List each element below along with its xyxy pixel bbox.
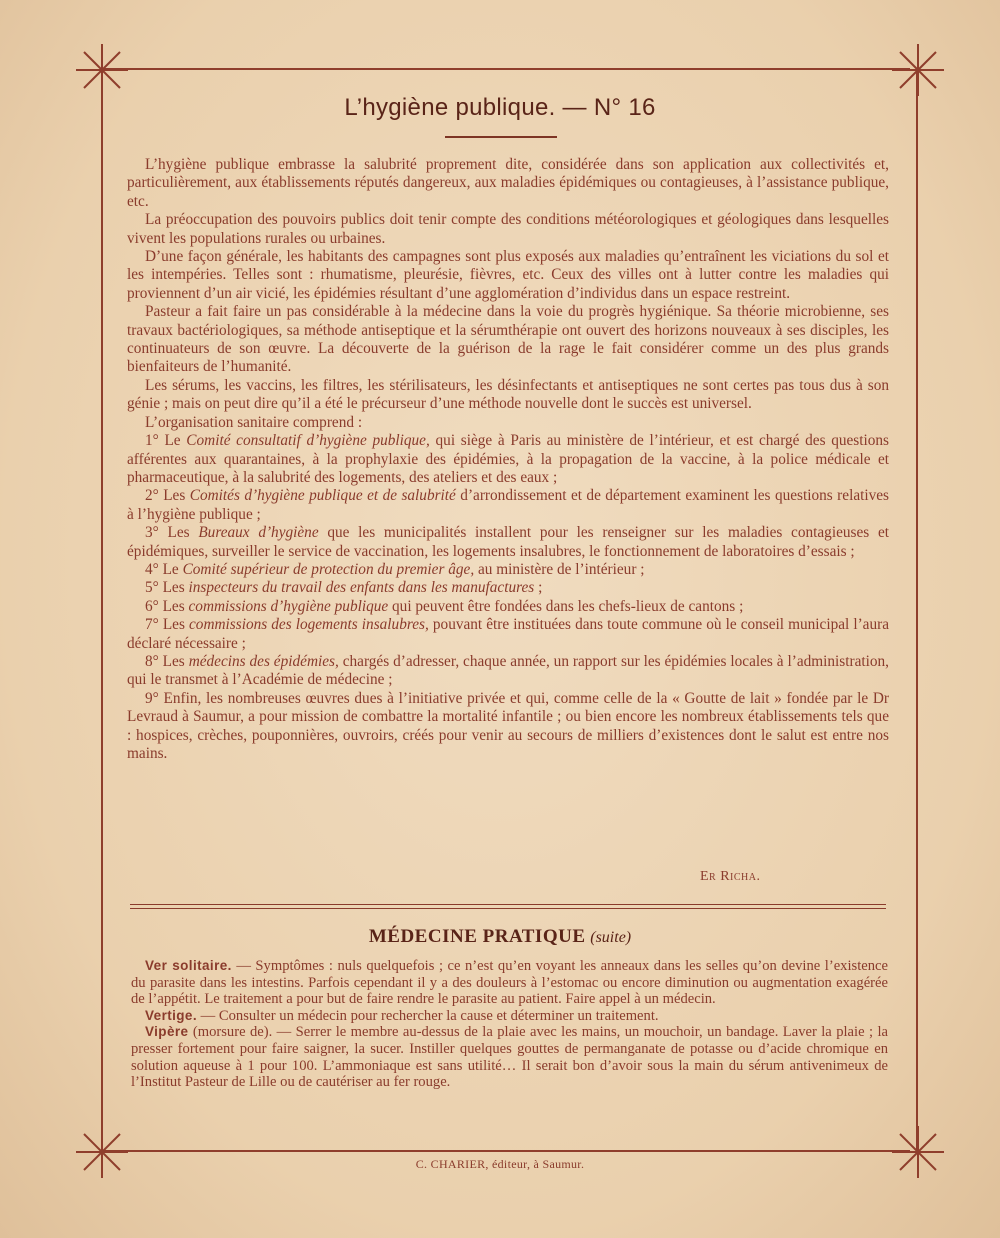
item-number: 2° Les — [145, 487, 186, 505]
medecine-entry — [131, 1024, 888, 1090]
item-institution: Comité supérieur de protection du premier âge, — [182, 560, 475, 578]
page-title: L’hygiène publique. — N° 16 — [344, 94, 656, 121]
corner-ornament-icon — [72, 1122, 132, 1182]
corner-ornament-icon — [888, 1122, 948, 1182]
section-title-text: MÉDECINE PRATIQUE — [368, 926, 586, 947]
list-item — [127, 653, 889, 690]
frame-bottom — [100, 1150, 910, 1152]
medecine-entry — [131, 958, 888, 1008]
article-body — [127, 156, 889, 763]
item-institution: inspecteurs du travail des enfants dans les manufactures — [188, 579, 535, 597]
item-institution: commissions des logements insalubres, — [189, 616, 429, 634]
author-signature: Er Richa. — [700, 869, 761, 884]
list-item — [127, 561, 889, 579]
entry-term: Vertige. — [145, 1007, 197, 1023]
medecine-entries — [131, 958, 888, 1091]
paragraph: Pasteur a fait faire un pas considérable à la médecine dans la voie du progrès hygiénique. Sa théorie microbienne, ses travaux bactériologiques, sa méthode antiseptique et la sérumthérapie ont ouvert des horizons nouveaux à ses disciples, les continuateurs de son œuvre. La découverte de la guérison de la rage le fait considérer comme un des plus grands bienfaiteurs de l’humanité. — [127, 303, 889, 376]
corner-ornament-icon — [888, 40, 948, 100]
item-text: ; — [538, 579, 543, 597]
item-text: pouvant être instituées dans toute commune où le conseil municipal l’aura déclaré nécessaire ; — [127, 616, 890, 652]
item-text: les nombreuses œuvres dues à l’initiative privée et qui, comme celle de la « Goutte de lait » fondée par le Dr Levraud à Saumur, a pour mission de combattre la mortalité infantile ; ou bien encore les nombreux établissements tels que : hospices, crèches, pouponnières, ouvroirs, créés pour venir au secours de milliers d’existences dont le salut est entre nos mains. — [127, 689, 890, 762]
item-number: 6° Les — [145, 597, 185, 615]
paragraph: L’hygiène publique embrasse la salubrité proprement dite, considérée dans son application aux collectivités et, particulièrement, aux établissements réputés dangereux, aux maladies épidémiques ou contagieuses, à l’assistance publique, etc. — [127, 156, 889, 210]
entry-text: — Consulter un médecin pour rechercher la cause et déterminer un traitement. — [200, 1007, 659, 1024]
entry-text: — Symptômes : nuls quelquefois ; ce n’est qu’en voyant les anneaux dans les selles qu’on devine l’existence du parasite dans les intestins. Parfois cependant il y a des douleurs à l’estomac ou encore diminution ou augmentation exagérée de l’appétit. Le traitement a pour but de faire rendre le parasite au patient. Faire appel à un médecin. — [131, 958, 888, 1008]
paragraph: D’une façon générale, les habitants des campagnes sont plus exposés aux maladies qu’entraînent les viciations du sol et les intempéries. Telles sont : rhumatisme, pleurésie, fièvres, etc. Ceux des villes ont à lutter contre les maladies qui proviennent d’un air vicié, les épidémies résultant d’une agglomération d’individus dans un espace restreint. — [127, 248, 889, 302]
frame-left — [101, 70, 103, 1150]
item-text: qui siège à Paris au ministère de l’intérieur, et est chargé des questions afférentes aux quarantaines, à la prophylaxie des épidémies, à la propagation de la vaccine, à la police médicale et pharmaceutique, à la salubrité des logements, des ateliers et des eaux ; — [127, 432, 890, 486]
medecine-entry — [131, 1008, 888, 1025]
item-text: d’arrondissement et de département examinent les questions relatives à l’hygiène publique ; — [127, 487, 889, 523]
item-number: 7° Les — [145, 616, 185, 634]
item-institution: médecins des épidémies, — [188, 652, 339, 670]
item-institution: Bureaux d’hygiène — [198, 524, 319, 542]
paragraph: L’organisation sanitaire comprend : — [145, 413, 363, 431]
corner-ornament-icon — [72, 40, 132, 100]
entry-term: Ver solitaire. — [145, 958, 232, 973]
section-divider — [130, 908, 886, 909]
section-divider — [130, 904, 886, 905]
item-text: qui peuvent être fondées dans les chefs-lieux de cantons ; — [392, 597, 744, 615]
list-item — [127, 598, 889, 616]
item-text: que les municipalités installent pour les renseigner sur les maladies contagieuses et épidémiques, surveiller le service de vaccination, les logements insalubres, le fonctionnement de laboratoires d’essais ; — [127, 524, 889, 560]
item-institution: commissions d’hygiène publique — [188, 597, 389, 615]
item-text: chargés d’adresser, chaque année, un rapport sur les épidémies locales à l’administration, qui le transmet à l’Académie de médecine ; — [127, 652, 890, 689]
frame-right — [916, 70, 918, 1150]
item-number: 9° Enfin, — [145, 689, 202, 707]
item-number: 4° Le — [145, 560, 179, 578]
section-title-suffix: (suite) — [590, 929, 632, 946]
item-number: 3° Les — [145, 524, 190, 542]
frame-top — [100, 68, 910, 70]
item-number: 8° Les — [145, 652, 185, 670]
item-number: 1° Le — [145, 432, 181, 450]
list-item — [127, 524, 889, 561]
list-item — [127, 616, 889, 653]
title-underline — [445, 136, 557, 138]
item-institution: Comités d’hygiène publique et de salubrité — [189, 487, 456, 505]
item-number: 5° Les — [145, 579, 185, 597]
paragraph: Les sérums, les vaccins, les filtres, les stérilisateurs, les désinfectants et antiseptiques ne sont certes pas tous dus à son génie ; mais on peut dire qu’il a été le précurseur d’une méthode nouvelle dont le succès est universel. — [127, 376, 889, 413]
publisher-line: C. CHARIER, éditeur, à Saumur. — [415, 1157, 585, 1171]
entry-text: (morsure de). — Serrer le membre au-dessus de la plaie avec les mains, un mouchoir, un bandage. Laver la plaie ; la presser fortement pour faire saigner, la sucer. Instiller quelques gouttes de permanganate de potasse ou d’acide chromique en solution aqueuse à 1 pour 100. L’ammoniaque est sans utilité… Il serait bon d’avoir sous la main du sérum antivenimeux de l’Institut Pasteur de Lille ou de cautériser au fer rouge. — [131, 1024, 888, 1091]
item-institution: Comité consultatif d’hygiène publique, — [186, 432, 430, 450]
entry-term: Vipère — [145, 1024, 189, 1040]
list-item — [127, 487, 889, 524]
paragraph: La préoccupation des pouvoirs publics doit tenir compte des conditions météorologiques et géologiques dans lesquelles vivent les populations rurales ou urbaines. — [127, 211, 889, 247]
list-item — [127, 690, 889, 764]
list-item — [127, 579, 889, 597]
section-title — [0, 926, 1000, 948]
list-item — [127, 432, 889, 487]
item-text: au ministère de l’intérieur ; — [477, 560, 645, 578]
